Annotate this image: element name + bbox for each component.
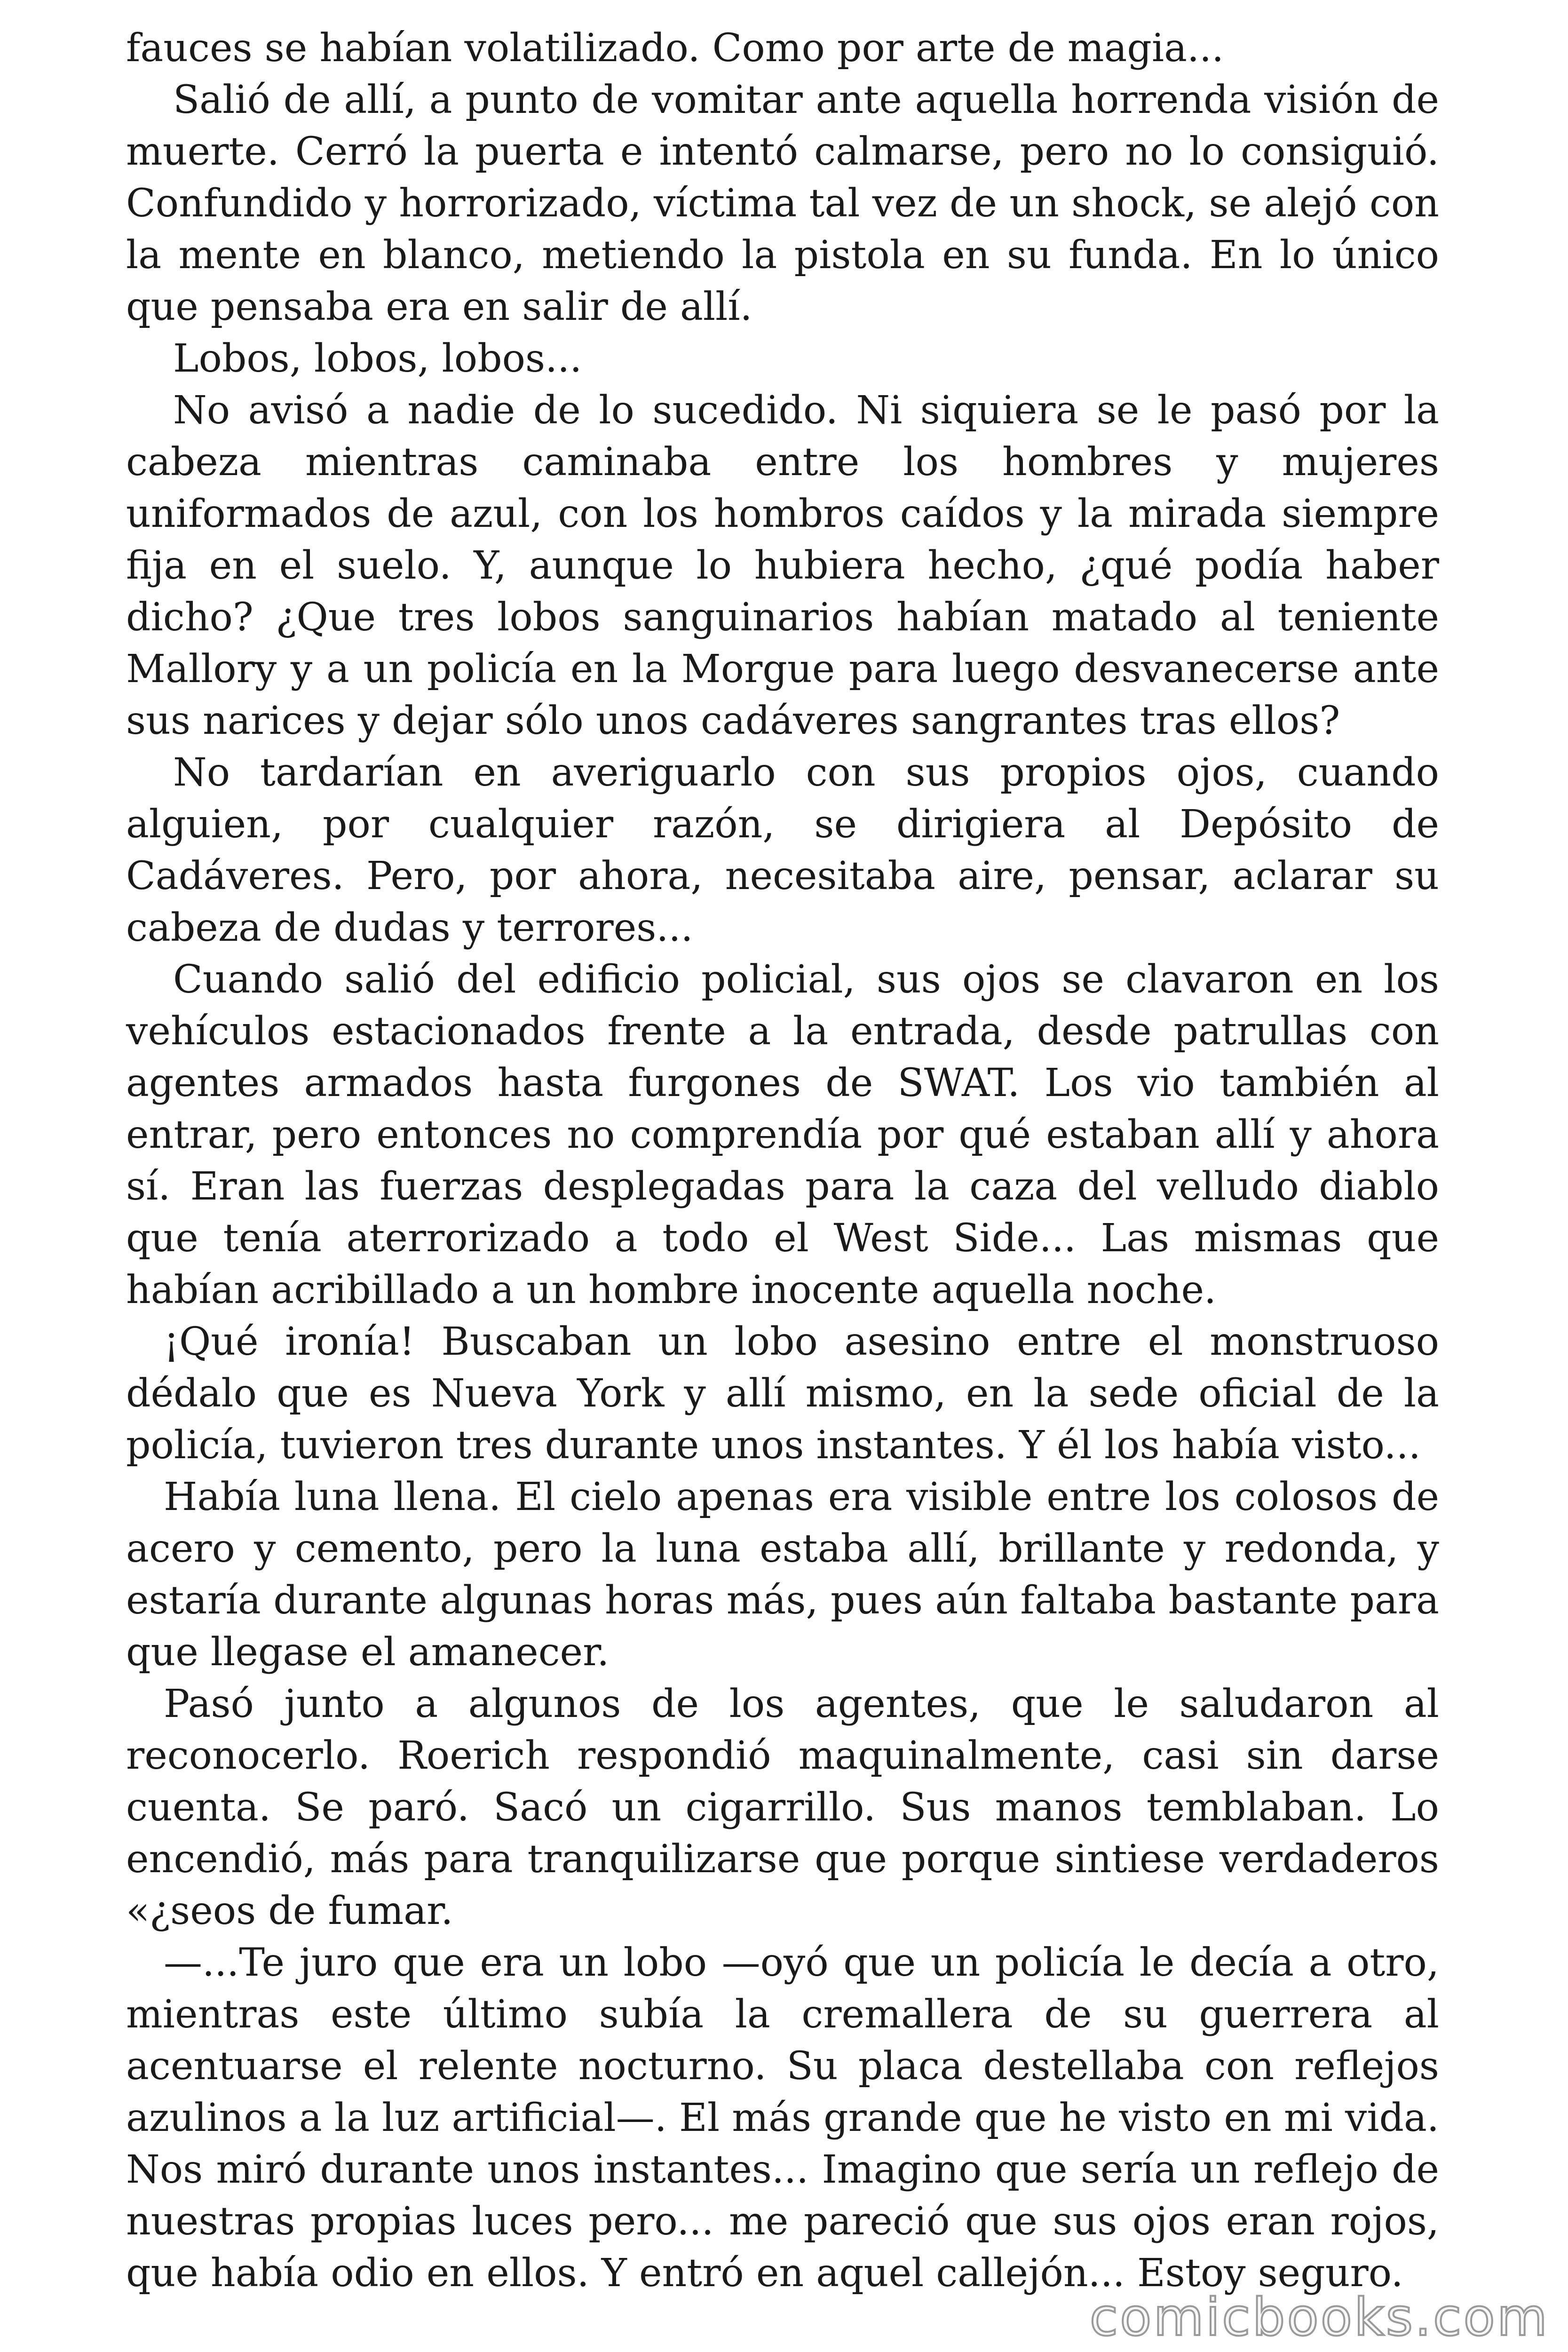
paragraph-4: No avisó a nadie de lo sucedido. Ni siquiera se le pasó por la cabeza mientras caminaba entre los hombres y mujeres uniformados de azul, con los hombros caídos y la mirada siempre fija en el suelo. Y, aunque lo hubiera hecho, ¿qué podía haber dicho? ¿Que tres lobos sanguinarios habían matado al teniente Mallory y a un policía en la Morgue para luego desvanecerse ante sus narices y dejar sólo unos cadáveres sangrantes tras ellos?: [126, 388, 1439, 743]
paragraph-7: ¡Qué ironía! Buscaban un lobo asesino entre el monstruoso dédalo que es Nueva York y allí mismo, en la sede oficial de la policía, tuvieron tres durante unos instantes. Y él los había visto...: [126, 1319, 1439, 1468]
paragraph-9: Pasó junto a algunos de los agentes, que le saludaron al reconocerlo. Roerich respondió maquinalmente, casi sin darse cuenta. Se paró. Sacó un cigarrillo. Sus manos temblaban. Lo encendió, más para tranquilizarse que porque sintiese verdaderos «¿seos de fumar.: [126, 1682, 1439, 1933]
paragraph-6: Cuando salió del edificio policial, sus ojos se clavaron en los vehículos estacionados frente a la entrada, desde patrullas con agentes armados hasta furgones de SWAT. Los vio también al entrar, pero entonces no comprendía por qué estaban allí y ahora sí. Eran las fuerzas desplegadas para la caza del velludo diablo que tenía aterrorizado a todo el West Side... Las mismas que habían acribillado a un hombre inocente aquella noche.: [126, 957, 1439, 1312]
paragraph-1: fauces se habían volatilizado. Como por arte de magia...: [126, 26, 1224, 71]
paragraph-3: Lobos, lobos, lobos...: [173, 336, 582, 381]
watermark-logo: comicbooks.com: [1089, 2287, 1549, 2347]
paragraph-2: Salió de allí, a punto de vomitar ante aquella horrenda visión de muerte. Cerró la puerta e intentó calmarse, pero no lo consiguió. Confundido y horrorizado, víctima tal vez de un shock, se alejó con la mente en blanco, metiendo la pistola en su funda. En lo único que pensaba era en salir de allí.: [126, 78, 1439, 329]
book-page: [126, 23, 1439, 2299]
paragraph-5: No tardarían en averiguarlo con sus propios ojos, cuando alguien, por cualquier razón, se dirigiera al Depósito de Cadáveres. Pero, por ahora, necesitaba aire, pensar, aclarar su cabeza de dudas y terrores...: [126, 750, 1439, 950]
paragraph-8: Había luna llena. El cielo apenas era visible entre los colosos de acero y cemento, pero la luna estaba allí, brillante y redonda, y estaría durante algunas horas más, pues aún faltaba bastante para que llegase el amanecer.: [126, 1475, 1439, 1675]
paragraph-10: —...Te juro que era un lobo —oyó que un policía le decía a otro, mientras este último subía la cremallera de su guerrera al acentuarse el relente nocturno. Su placa destellaba con reflejos azulinos a la luz artificial—. El más grande que he visto en mi vida. Nos miró durante unos instantes... Imagino que sería un reflejo de nuestras propias luces pero... me pareció que sus ojos eran rojos, que había odio en ellos. Y entró en aquel callejón... Estoy seguro.: [126, 1940, 1439, 2296]
